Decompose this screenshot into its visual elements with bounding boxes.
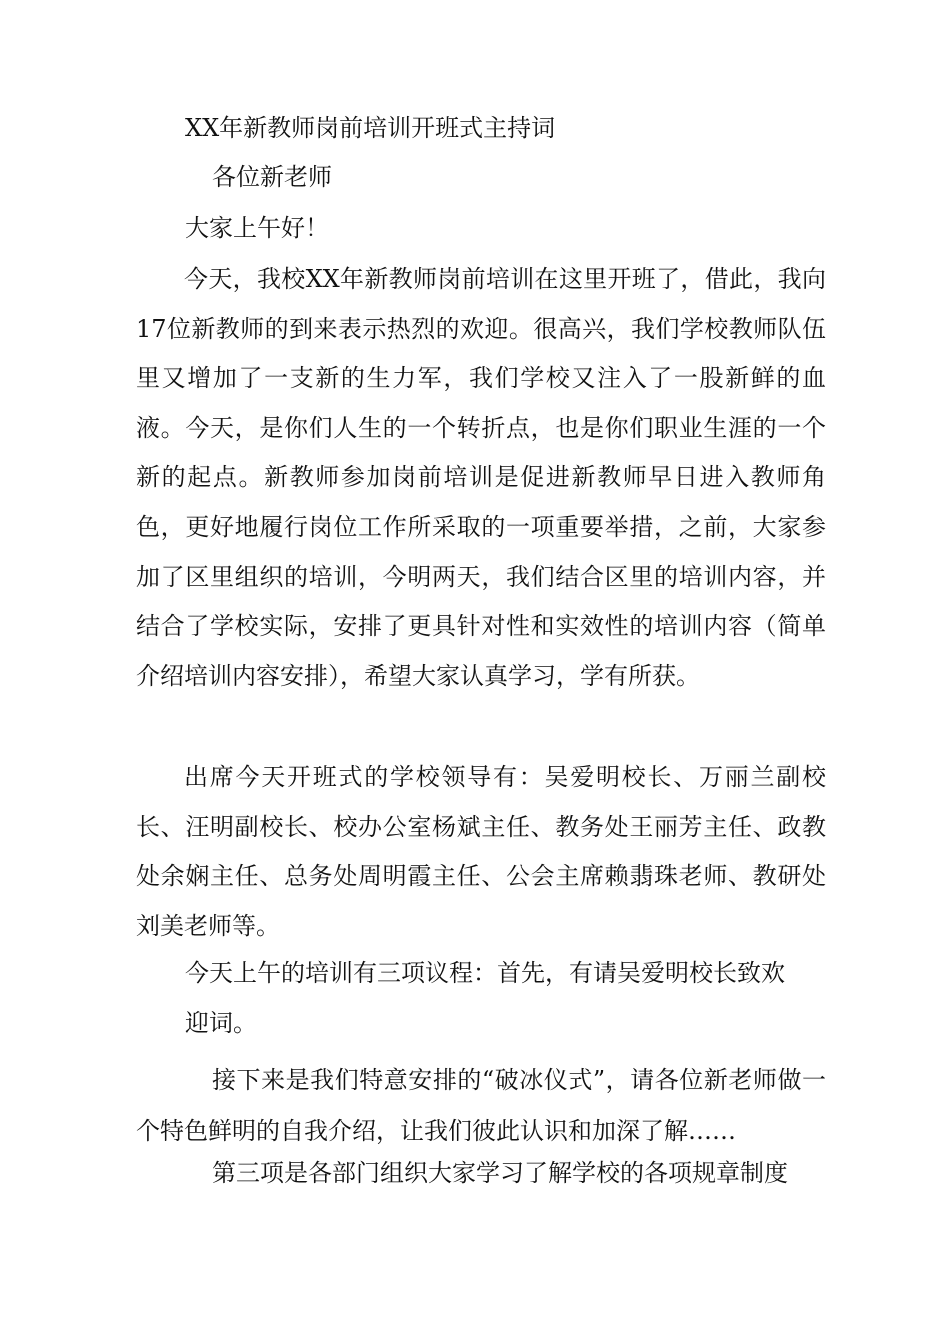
agenda-line-1: 今天上午的培训有三项议程：首先，有请吴爱明校长致欢 [185, 959, 785, 987]
document-title: XX年新教师岗前培训开班式主持词 [185, 114, 556, 142]
greeting: 大家上午好！ [185, 214, 329, 242]
opening-paragraph: 今天，我校XX年新教师岗前培训在这里开班了，借此，我向17位新教师的到来表示热烈的欢迎。很高兴，我们学校教师队伍里又增加了一支新的生力军，我们学校又注入了一股新鲜的血液。今天，是你们人生的一个转折点，也是你们职业生涯的一个新的起点。新教师参加岗前培训是促进新教师早日进入教师角色，更好地履行岗位工作所采取的一项重要举措，之前，大家参加了区里组织的培训，今明两天，我们结合区里的培训内容，并结合了学校实际，安排了更具针对性和实效性的培训内容（简单介绍培训内容安排），希望大家认真学习，学有所获。 [136, 265, 826, 690]
attendees-paragraph: 出席今天开班式的学校领导有：吴爱明校长、万丽兰副校长、汪明副校长、校办公室杨斌主任、教务处王丽芳主任、政教处余娴主任、总务处周明霞主任、公会主席赖翡珠老师、教研处刘美老师等。 [136, 763, 826, 940]
agenda-line-2: 迎词。 [185, 1009, 257, 1037]
salutation: 各位新老师 [212, 163, 332, 191]
icebreaker-paragraph: 接下来是我们特意安排的“破冰仪式”，请各位新老师做一个特色鲜明的自我介绍，让我们彼此认识和加深了解…… [136, 1066, 826, 1145]
third-item-paragraph: 第三项是各部门组织大家学习了解学校的各项规章制度 [212, 1159, 788, 1187]
